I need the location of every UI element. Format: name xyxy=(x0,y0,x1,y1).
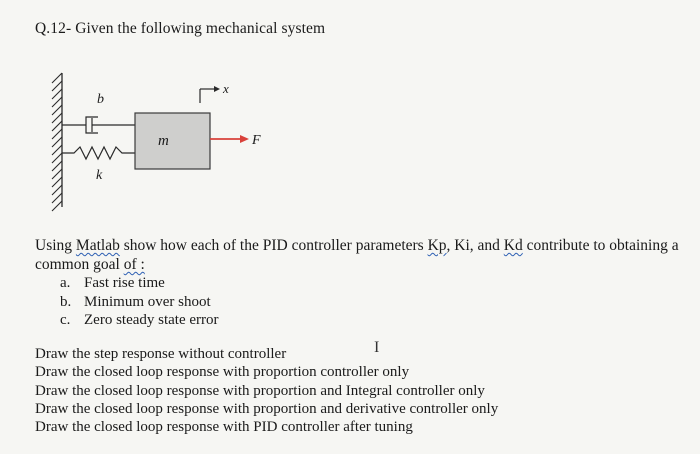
kd-word: Kd xyxy=(503,237,523,254)
displacement-arrowhead xyxy=(214,86,220,92)
list-item xyxy=(60,274,219,293)
list-item xyxy=(60,293,219,312)
displacement-indicator xyxy=(200,89,214,103)
task-item: Draw the step response without controller xyxy=(35,346,287,362)
task-item: Draw the closed loop response with proportion controller only xyxy=(35,364,410,381)
kp-word: Kp xyxy=(427,237,447,254)
instruction-text-3: , Ki, and xyxy=(446,237,504,254)
goal-list xyxy=(60,274,219,330)
instruction-text-2: show how each of the PID controller parameters xyxy=(119,237,428,254)
list-marker: c. xyxy=(60,312,71,328)
of-word: of : xyxy=(123,256,145,273)
force-label: F xyxy=(252,133,261,148)
matlab-word: Matlab xyxy=(75,237,120,254)
damper-label: b xyxy=(97,92,104,107)
task-list xyxy=(35,345,498,436)
text-cursor-icon: I xyxy=(374,339,380,356)
instruction-text-4: contribute to obtaining a common goal xyxy=(35,237,679,273)
force-arrowhead xyxy=(240,135,249,143)
task-item: Draw the closed loop response with proportion and Integral controller only xyxy=(35,382,485,399)
list-item xyxy=(60,311,219,330)
instruction-text-1: Using xyxy=(35,237,76,254)
list-item-text: Minimum over shoot xyxy=(84,293,211,310)
list-item-text: Zero steady state error xyxy=(84,312,219,328)
damper xyxy=(62,117,135,133)
question-title: Q.12- Given the following mechanical system xyxy=(35,20,326,37)
task-item: Draw the closed loop response with proportion and derivative controller only xyxy=(35,400,499,417)
wall-hatching xyxy=(52,73,62,211)
displacement-label: x xyxy=(223,81,229,96)
mass-label: m xyxy=(158,133,169,149)
spring-label: k xyxy=(96,168,103,183)
list-marker: a. xyxy=(60,275,71,291)
task-item: Draw the closed loop response with PID controller after tuning xyxy=(35,419,413,436)
spring xyxy=(62,147,135,159)
instruction-paragraph xyxy=(35,236,695,274)
mass-block xyxy=(135,113,210,169)
mechanical-system-diagram xyxy=(40,55,340,225)
list-marker: b. xyxy=(60,293,72,310)
list-item-text: Fast rise time xyxy=(84,275,165,291)
